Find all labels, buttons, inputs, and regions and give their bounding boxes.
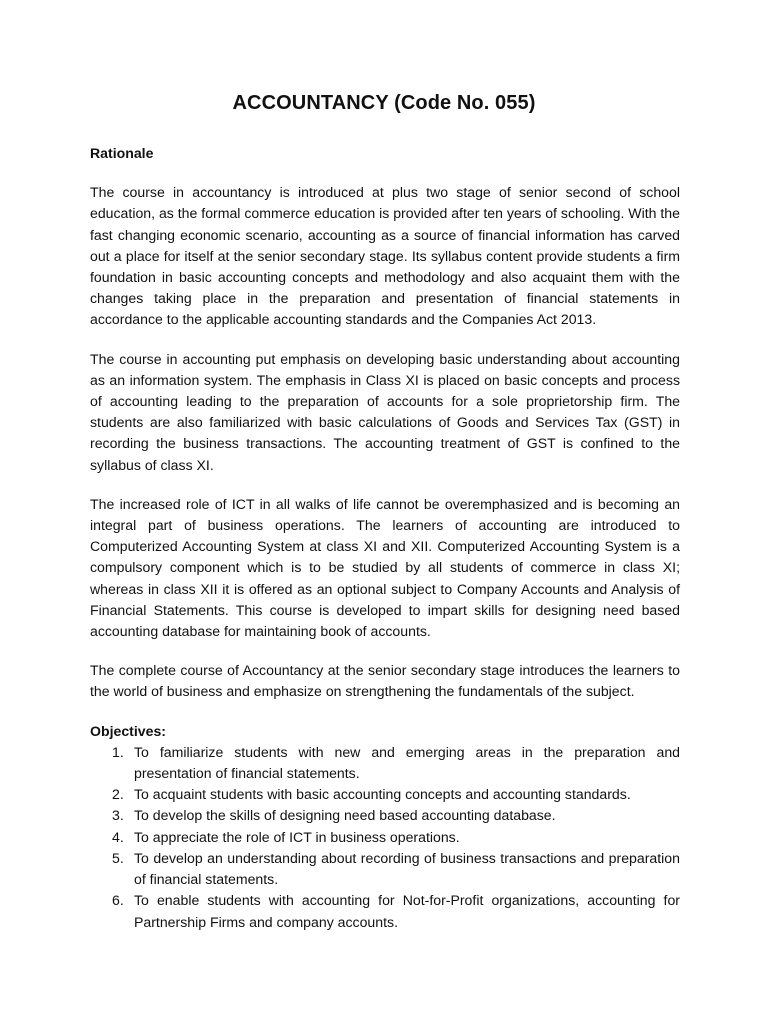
list-item-text: To develop an understanding about recording of business transactions and preparation of financial statements.: [134, 849, 680, 888]
list-item-text: To familiarize students with new and emerging areas in the preparation and presentation of financial statements.: [134, 743, 680, 782]
list-item: [112, 742, 680, 784]
list-item-number: 4.: [112, 828, 124, 845]
spacer: [90, 642, 680, 660]
rationale-heading: Rationale: [90, 145, 154, 161]
spacer: [90, 476, 680, 494]
list-item-text: To enable students with accounting for Not-for-Profit organizations, accounting for Partnership Firms and company accounts.: [134, 892, 680, 930]
list-item-number: 3.: [112, 807, 124, 824]
list-item: [112, 784, 680, 805]
list-item-text: To develop the skills of designing need based accounting database.: [134, 807, 556, 824]
list-item-text: To appreciate the role of ICT in business operations.: [134, 828, 460, 845]
list-item: [112, 805, 680, 826]
spacer: [90, 164, 680, 182]
list-item: [112, 827, 680, 848]
list-item-text: To acquaint students with basic accounting concepts and accounting standards.: [134, 786, 631, 803]
document-body: [90, 143, 680, 933]
objectives-list: [90, 742, 680, 933]
paragraph-2: The course in accounting put emphasis on developing basic understanding about accounting as an information system. The emphasis in Class XI is placed on basic concepts and process of accounting leading to the preparation of accounts for a sole proprietorship firm. The students are also familiarized with basic calculations of Goods and Services Tax (GST) in recording the business transactions. The accounting treatment of GST is confined to the syllabus of class XI.: [90, 350, 680, 473]
list-item: [112, 890, 680, 932]
objectives-heading: Objectives:: [90, 722, 166, 739]
spacer: [90, 331, 680, 349]
spacer: [90, 703, 680, 721]
list-item-number: 6.: [112, 892, 124, 909]
list-item-number: 1.: [112, 743, 124, 760]
list-item-number: 5.: [112, 849, 124, 866]
paragraph-1: The course in accountancy is introduced at plus two stage of senior second of school education, as the formal commerce education is provided after ten years of schooling. With the fast changing economic scenario, accounting as a source of financial information has carved out a place for itself at the senior secondary stage. Its syllabus content provide students a firm foundation in basic accounting concepts and methodology and also acquaint them with the changes taking place in the preparation and presentation of financial statements in accordance to the applicable accounting standards and the Companies Act 2013.: [90, 184, 680, 328]
paragraph-4: The complete course of Accountancy at the senior secondary stage introduces the learners to the world of business and emphasize on strengthening the fundamentals of the subject.: [90, 662, 680, 700]
list-item: [112, 848, 680, 890]
paragraph-3: The increased role of ICT in all walks of life cannot be overemphasized and is becoming an integral part of business operations. The learners of accounting are introduced to Computerized Accounting System at class XI and XII. Computerized Accounting System is a compulsory component which is to be studied by all students of commerce in class XI; whereas in class XII it is offered as an optional subject to Company Accounts and Analysis of Financial Statements. This course is developed to impart skills for designing need based accounting database for maintaining book of accounts.: [90, 495, 680, 640]
list-item-number: 2.: [112, 786, 124, 803]
page-title: ACCOUNTANCY (Code No. 055): [232, 92, 536, 114]
